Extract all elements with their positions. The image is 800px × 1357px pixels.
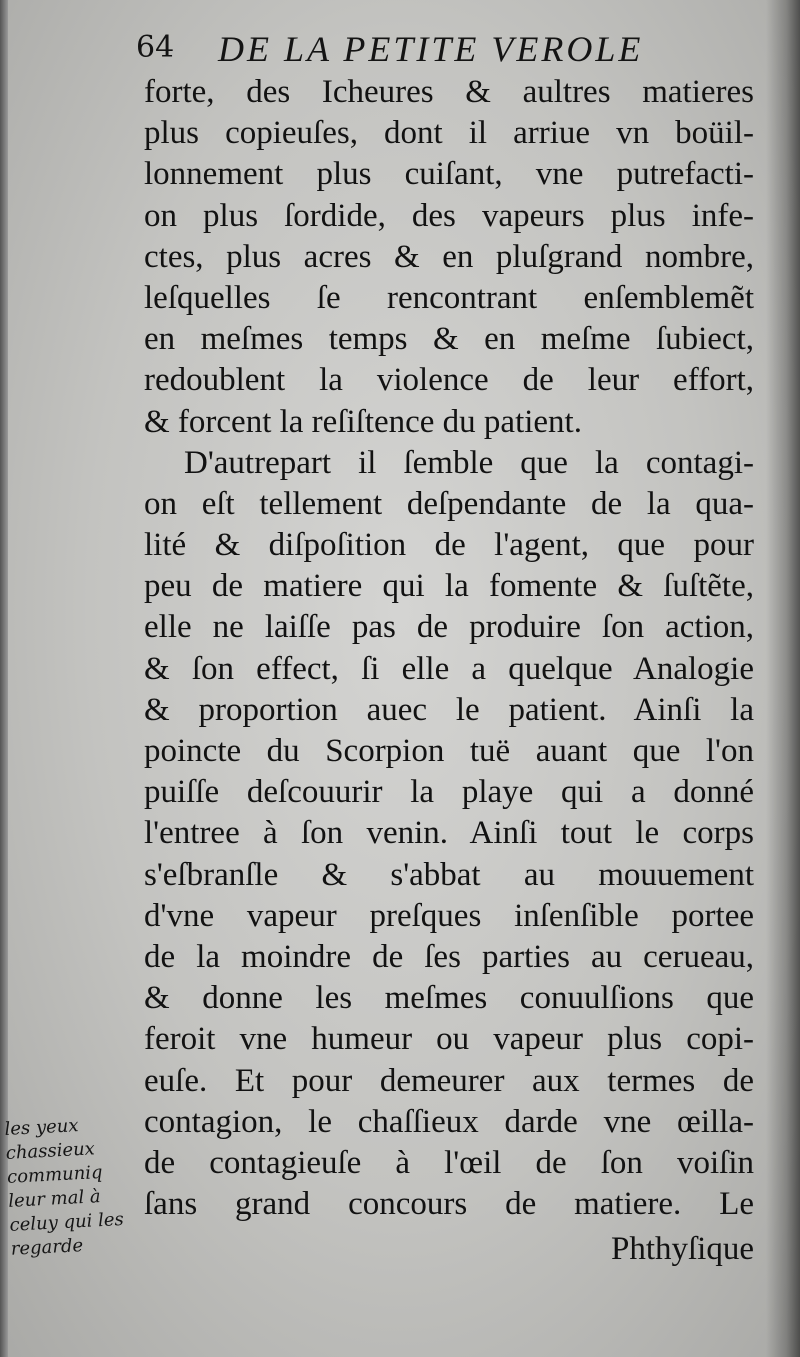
text-line: ſans grand concours de matiere. Le [144, 1186, 754, 1223]
text-line: l'entree à ſon venin. Ainſi tout le corps [144, 815, 754, 852]
text-line: euſe. Et pour demeurer aux termes de [144, 1062, 754, 1099]
margin-note-line: leur mal à [7, 1186, 102, 1212]
margin-note-line: les yeux [4, 1115, 79, 1140]
text-line: on eſt tellement deſpendante de la qua- [144, 485, 754, 522]
text-line: D'autrepart il ſemble que la contagi- [184, 444, 754, 481]
body-text [144, 72, 754, 1270]
text-line: d'vne vapeur preſques inſenſible portee [144, 897, 754, 934]
margin-note-line: communiq [6, 1161, 104, 1188]
text-line: plus copieuſes, dont il arriue vn boüil- [144, 115, 754, 152]
text-line: puiſſe deſcouurir la playe qui a donné [144, 774, 754, 811]
text-line: poincte du Scorpion tuë auant que l'on [144, 733, 754, 769]
text-line: on plus ſordide, des vapeurs plus infe- [144, 197, 754, 234]
text-line: redoublent la violence de leur effort, [144, 362, 754, 399]
text-line: de contagieuſe à l'œil de ſon voiſin [144, 1144, 754, 1181]
text-line: leſquelles ſe rencontrant enſemblemẽt [144, 279, 754, 316]
text-line: peu de matiere qui la fomente & ſuſtẽte, [144, 568, 754, 605]
text-line: forte, des Icheures & aultres matieres [144, 74, 754, 110]
text-line: ctes, plus acres & en pluſgrand nombre, [144, 238, 754, 275]
page-number: 64 [136, 30, 175, 65]
margin-note-line: celuy qui les [9, 1208, 125, 1236]
text-line: & forcent la reſiſtence du patient. [144, 403, 582, 440]
text-line: & donne les meſmes conuulſions que [144, 980, 754, 1017]
margin-note-line: regarde [10, 1235, 84, 1260]
text-line: & ſon effect, ſi elle a quelque Analogie [144, 650, 754, 687]
text-line: elle ne laiſſe pas de produire ſon action, [144, 609, 754, 646]
page-header [136, 24, 696, 74]
catchword: Phthyſique [610, 1231, 754, 1268]
page-edge-shadow [766, 0, 800, 1357]
text-line: en meſmes temps & en meſme ſubiect, [144, 321, 754, 358]
text-line: lité & diſpoſition de l'agent, que pour [144, 527, 754, 564]
text-line: feroit vne humeur ou vapeur plus copi- [144, 1021, 754, 1058]
text-line: contagion, le chaſſieux darde vne œilla- [144, 1103, 754, 1140]
margin-note-line: chassieux [5, 1138, 96, 1164]
running-title: DE LA PETITE VEROLE [218, 29, 644, 69]
handwritten-margin-note [4, 1111, 151, 1262]
text-line: & proportion auec le patient. Ainſi la [144, 691, 754, 728]
text-line: lonnement plus cuiſant, vne putrefacti- [144, 156, 754, 193]
text-line: s'eſbranſle & s'abbat au mouuement [144, 856, 754, 893]
text-line: de la moindre de ſes parties au cerueau, [144, 938, 754, 975]
